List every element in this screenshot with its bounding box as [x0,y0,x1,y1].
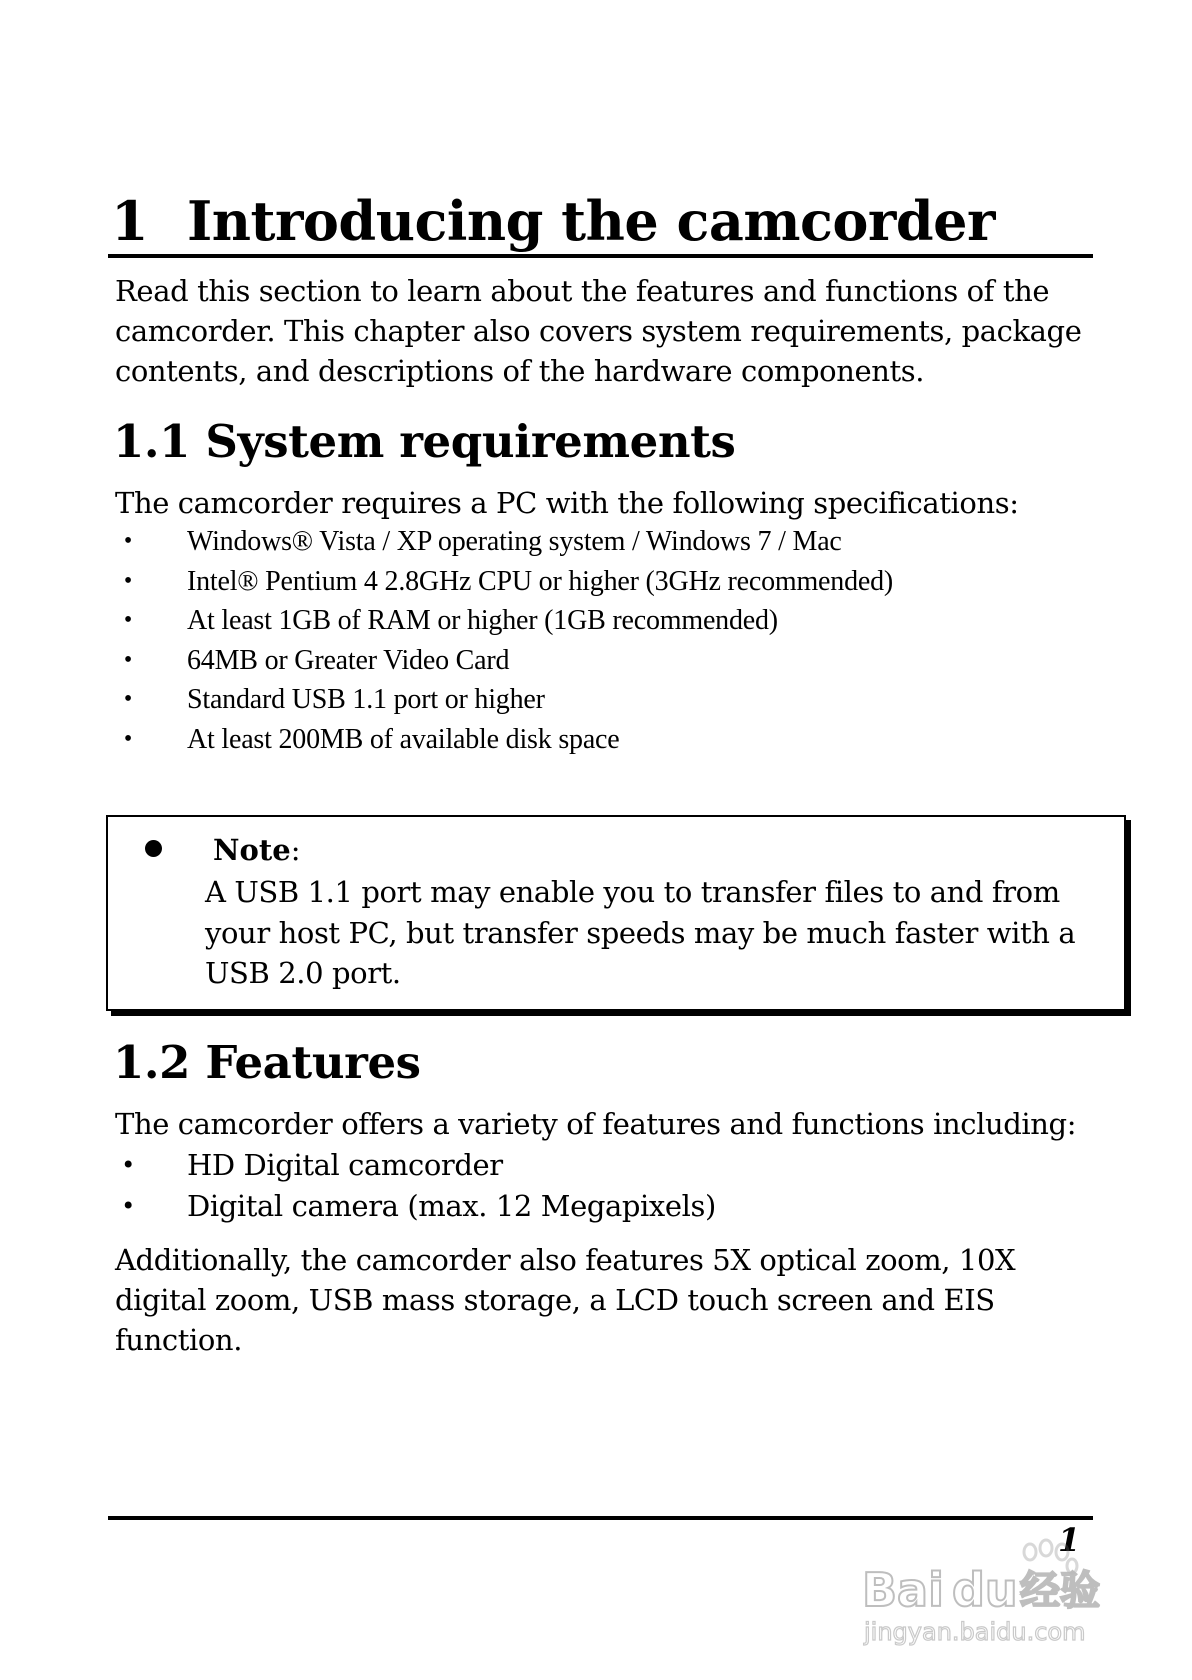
features-additional-line: Additionally, the camcorder also features 5X optical zoom, 10X [115,1243,1016,1277]
intro-line: Read this section to learn about the features and functions of the [115,274,1050,308]
note-line: A USB 1.1 port may enable you to transfer files to and from [205,875,1060,909]
intro-line: contents, and descriptions of the hardware components. [115,354,925,388]
svg-text:jingyan.baidu.com: jingyan.baidu.com [864,1618,1086,1646]
bullet-icon: • [121,1151,135,1179]
chapter-number: 1 [111,189,149,253]
baidu-jingyan-watermark [852,1538,1132,1650]
note-line: USB 2.0 port. [205,956,401,990]
features-intro: The camcorder offers a variety of features and functions including: [115,1107,1077,1141]
section-heading-features: 1.2 Features [113,1036,421,1089]
system-requirements-intro: The camcorder requires a PC with the following specifications: [115,486,1019,520]
bullet-icon: • [123,725,133,752]
note-bullet-icon [145,840,162,857]
chapter-title [111,188,995,254]
bullet-icon: • [123,567,133,594]
intro-paragraph [115,271,1082,391]
svg-text:Bai: Bai [862,1563,944,1617]
features-additional-line: digital zoom, USB mass storage, a LCD touch screen and EIS [115,1283,995,1317]
bullet-icon: • [123,686,133,713]
page-number: 1 [1058,1521,1081,1559]
svg-text:经验: 经验 [1020,1568,1100,1614]
intro-line: camcorder. This chapter also covers system requirements, package [115,314,1082,348]
bullet-icon: • [121,1192,135,1220]
bullet-icon: • [123,607,133,634]
svg-text:du: du [952,1563,1018,1617]
chapter-title-rule [108,254,1093,258]
note-label: Note: [213,833,301,867]
features-additional-line: function. [115,1323,243,1357]
bullet-icon: • [123,646,133,673]
note-body [205,872,1075,994]
chapter-title-text: Introducing the camcorder [187,189,995,253]
section-heading-system-requirements: 1.1 System requirements [113,415,736,468]
footer-rule [108,1516,1093,1520]
features-additional-paragraph [115,1240,1075,1360]
bullet-icon: • [123,528,133,554]
note-line: your host PC, but transfer speeds may be much faster with a [205,915,1076,950]
